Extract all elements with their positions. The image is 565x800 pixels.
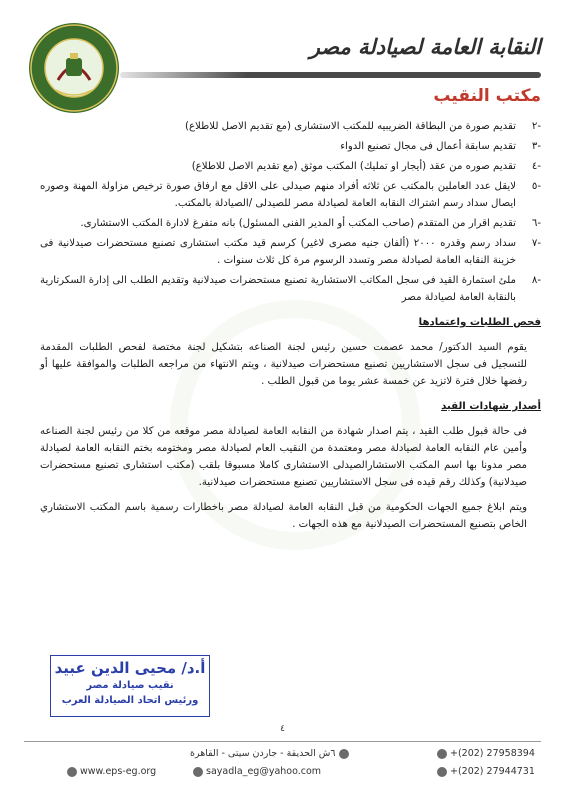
footer-phone-2 [434, 766, 535, 777]
mail-icon [193, 767, 203, 777]
footer-divider [24, 741, 541, 742]
footer-phone-1 [434, 748, 535, 759]
website-text: www.eps-eg.org [80, 766, 157, 777]
stamp-subtitle: ورئيس اتحاد الصيادلة العرب [61, 695, 199, 706]
list-item [40, 138, 541, 155]
item-number: -٣ [531, 141, 541, 152]
item-number: -٢ [531, 121, 541, 132]
footer-email[interactable] [190, 766, 321, 777]
list-item [40, 118, 541, 135]
section-heading-review: فحص الطلبات واعتمادها [418, 317, 541, 328]
stamp-name: أ.د/ محيى الدين عبيد [54, 659, 206, 677]
office-title: مكتب النقيب [433, 86, 541, 106]
section-paragraph-certificates: فى حالة قبول طلب القيد ، يتم اصدار شهادة من النقابه العامة لصيادلة مصر موقعه من كلا من رئيس لجنة الصناعه وأمين عام النقابه العامة لصيادلة مصر ومعتمدة من النقيب العام لصيادلة مصر ومختومه بختم النقابه العامة لصيادلة مصر مدونا بها اسم المكتب الاستشارالصيدلى الاستشارى كاملا مسبوقا بلقب (مكتب استشارى تصنيع مستحضرات صيدلانية) وكذلك رقم قيده فى سجل الاستشاريين تصنيع مستحضرات صيدلانية. [40, 426, 527, 488]
item-text: تقديم اقرار من المتقدم (صاحب المكتب أو المدير الفنى المسئول) بانه متفرغ لادارة المكتب الاستشارى. [80, 218, 516, 229]
item-number: -٤ [531, 161, 541, 172]
email-text: sayadla_eg@yahoo.com [206, 766, 322, 777]
item-text: تقديم صوره من عقد (أيجار او تمليك) المكتب موثق (مع تقديم الاصل للاطلاع) [191, 161, 516, 172]
item-text: تقديم سابقة أعمال فى مجال تصنيع الدواء [340, 141, 516, 152]
fax-icon [437, 767, 447, 777]
document-body [40, 118, 541, 541]
footer-website[interactable] [64, 766, 156, 777]
item-text: سداد رسم وقدره ٢٠٠٠ (ألفان جنيه مصرى لاغير) كرسم قيد مكتب استشارى تصنيع مستحضرات صيدلانية فى خزينة النقابه العامة لصيادلة مصر وتسدد الرسوم مرة كل ثلاث سنوات . [40, 238, 516, 266]
phone-icon [437, 749, 447, 759]
item-text: ملئ استمارة القيد فى سجل المكاتب الاستشارية تصنيع مستحضرات صيدلانية وتقديم الطلب الى إدارة السكرتارية بالنقابة العامة لصيادلة مصر [40, 275, 516, 303]
item-text: لايقل عدد العاملين بالمكتب عن ثلاثه أفراد منهم صيدلى على الاقل مع ارفاق صورة ترخيص مزاولة المهنة وصوره ايصال سداد رسم اشتراك النقابه العامة لصيادلة مصر للصيدلى /الصيادلة بالمكتب. [40, 181, 516, 209]
item-number: -٥ [531, 181, 541, 192]
address-text: ٦ش الحديقة - جاردن سيتى - القاهرة [190, 748, 336, 759]
item-number: -٦ [531, 218, 541, 229]
header-divider [120, 72, 541, 78]
footer-address [190, 748, 352, 759]
location-icon [339, 749, 349, 759]
section-paragraph-notification: ويتم ابلاغ جميع الجهات الحكومية من قبل النقابه العامة لصيادلة مصر باخطارات رسمية باسم المكتب الاستشاري الخاص بتصنيع المستحضرات الصيدلانية مع هذه الجهات . [40, 502, 527, 530]
list-item [40, 272, 541, 306]
globe-icon [67, 767, 77, 777]
stamp-title: نقيب صيادلة مصر [86, 680, 174, 691]
section-paragraph-review: يقوم السيد الدكتور/ محمد عصمت حسين رئيس لجنة الصناعه بتشكيل لجنة مختصة لفحص الطلبات المقدمة للتسجيل فى سجل الاستشاريين تصنيع مستحضرات صيدلانية ، ويتم الانتهاء من مراجعه الطلبات والموافقة عليها أو رفضها خلال فترة لاتزيد عن خمسة عشر يوما من قبول الطلب . [40, 342, 527, 387]
section-heading-certificates: أصدار شهادات القيد [441, 401, 541, 412]
list-item [40, 215, 541, 232]
header-title: النقابة العامة لصيادلة مصر [309, 34, 541, 59]
item-number: -٧ [531, 238, 541, 249]
phone-text: +(202) 27958394 [450, 748, 535, 759]
signature-stamp [50, 655, 210, 717]
syndicate-logo [26, 20, 122, 116]
list-item [40, 178, 541, 212]
list-item [40, 158, 541, 175]
fax-text: +(202) 27944731 [450, 766, 535, 777]
list-item [40, 235, 541, 269]
item-text: تقديم صورة من البطاقة الضريبيه للمكتب الاستشارى (مع تقديم الاصل للاطلاع) [185, 121, 516, 132]
item-number: -٨ [531, 275, 541, 286]
page-number: ٤ [280, 724, 285, 734]
